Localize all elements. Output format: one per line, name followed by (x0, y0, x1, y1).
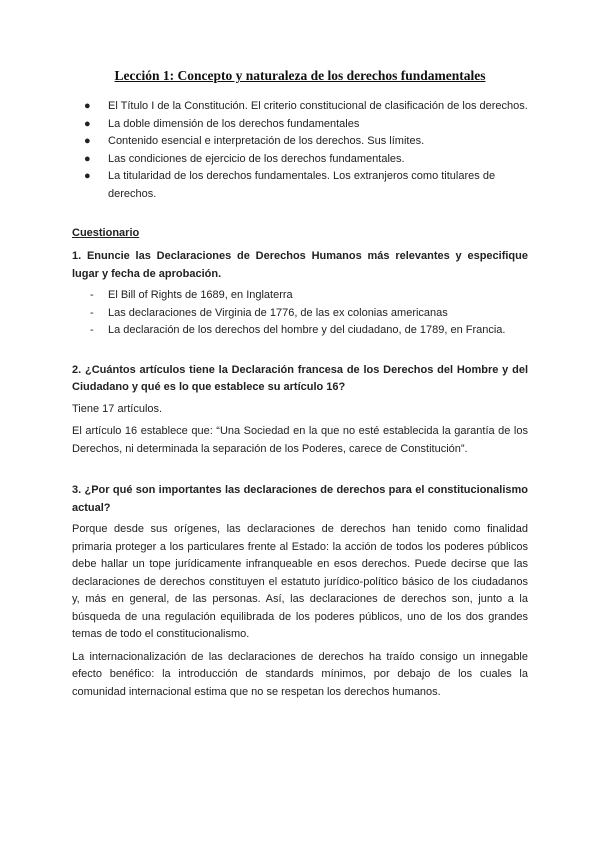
topic-text: Las condiciones de ejercicio de los derechos fundamentales. (108, 152, 405, 165)
list-item (84, 116, 528, 134)
bullet-icon: ● (84, 170, 91, 182)
answer-paragraph: La internacionalización de las declaraciones de derechos ha traído consigo un innegable efecto benéfico: la introducción de standards mínimos, por debajo de los cuales la comunidad internacional estima que no se respetan los derechos humanos. (72, 650, 528, 698)
list-item (84, 98, 528, 116)
dash-icon: - (90, 306, 94, 319)
topic-text: El Título I de la Constitución. El criterio constitucional de clasificación de los derechos. (108, 100, 528, 112)
list-item (84, 168, 528, 203)
topic-text: La titularidad de los derechos fundamentales. Los extranjeros como titulares de derechos. (108, 170, 496, 200)
declaration-text: La declaración de los derechos del hombre y del ciudadano, de 1789, en Francia. (108, 324, 506, 336)
answer-paragraph: Porque desde sus orígenes, las declaraciones de derechos han tenido como finalidad primaria proteger a los particulares frente al Estado: la acción de todos los poderes públicos debe hallar un tope jurídicamente infranqueable en esos derechos. Puede decirse que las declaraciones de derechos constituyen el estatuto jurídico-político básico de los ciudadanos y, más en general, de las personas. Así, las declaraciones de derechos son, junto a la búsqueda de una regulación equilibrada de los poderes públicos, uno de los dos grandes temas de todo el constitucionalismo. (72, 523, 528, 640)
list-item (90, 322, 528, 340)
bullet-icon: ● (84, 135, 91, 147)
page-title: Lección 1: Concepto y naturaleza de los derechos fundamentales (114, 68, 486, 83)
topics-list (72, 98, 528, 203)
list-item (90, 305, 528, 323)
question-1: 1. Enuncie las Declaraciones de Derechos Humanos más relevantes y especifique lugar y fecha de aprobación. (72, 250, 528, 280)
question-2: 2. ¿Cuántos artículos tiene la Declaración francesa de los Derechos del Hombre y del Ciudadano y qué es lo que establece su artículo 16? (72, 363, 528, 393)
list-item (84, 133, 528, 151)
topic-text: La doble dimensión de los derechos fundamentales (108, 117, 360, 130)
bullet-icon: ● (84, 152, 91, 165)
document-page (72, 68, 528, 706)
bullet-icon: ● (84, 100, 91, 112)
topic-text: Contenido esencial e interpretación de los derechos. Sus límites. (108, 135, 425, 147)
question-3: 3. ¿Por qué son importantes las declaraciones de derechos para el constitucionalismo actual? (72, 484, 528, 514)
declaration-text: El Bill of Rights de 1689, en Inglaterra (108, 289, 293, 301)
list-item (90, 287, 528, 305)
answer-paragraph: Tiene 17 artículos. (72, 402, 163, 415)
bullet-icon: ● (84, 117, 91, 130)
dash-icon: - (90, 324, 94, 336)
declaration-text: Las declaraciones de Virginia de 1776, de las ex colonias americanas (108, 306, 448, 319)
list-item (84, 151, 528, 169)
dash-icon: - (90, 289, 94, 301)
declarations-list (72, 287, 528, 340)
questionnaire-heading: Cuestionario (72, 227, 140, 239)
answer-paragraph: El artículo 16 establece que: “Una Sociedad en la que no esté establecida la garantía de los Derechos, ni determinada la separación de los Poderes, carece de Constitución”. (72, 425, 528, 455)
